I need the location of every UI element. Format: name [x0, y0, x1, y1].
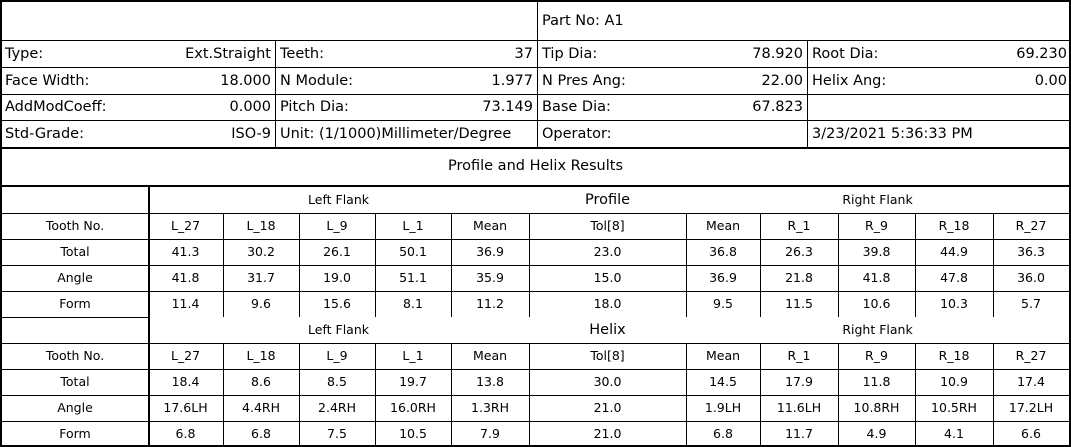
right-flank-label: Right Flank [842, 321, 913, 337]
column-header: Mean [705, 217, 741, 233]
field-label: Pitch Dia: [280, 98, 349, 115]
table-cell: 11.7 [785, 425, 813, 441]
table-cell: 11.5 [785, 295, 813, 311]
table-cell: 13.8 [476, 373, 504, 389]
column-header: Tooth No. [45, 347, 105, 363]
table-cell: 17.6LH [163, 399, 208, 415]
table-row-line [0, 265, 1071, 266]
table-row-line [0, 317, 148, 318]
row-label: Angle [57, 269, 93, 285]
std-grade-label: Std-Grade: [5, 125, 84, 142]
table-cell: 17.9 [785, 373, 813, 389]
field-label: Helix Ang: [812, 72, 887, 89]
table-cell: 10.3 [940, 295, 968, 311]
table-cell: 51.1 [399, 269, 427, 285]
table-row-line [0, 369, 1071, 370]
column-header: Mean [472, 347, 508, 363]
table-cell: 17.2LH [1008, 399, 1054, 415]
table-cell: 36.3 [1017, 243, 1045, 259]
column-header: R_18 [938, 217, 970, 233]
row-label: Total [60, 373, 90, 389]
column-header: L_27 [170, 217, 201, 233]
column-header: R_9 [865, 217, 888, 233]
table-row-line [0, 395, 1071, 396]
right-flank-label: Right Flank [842, 191, 913, 207]
table-cell: 35.9 [476, 269, 504, 285]
header-row-line [0, 94, 1071, 95]
column-header: R_1 [787, 347, 811, 363]
table-cell: 6.8 [175, 425, 196, 441]
field-value: 18.000 [220, 72, 271, 89]
table-cell: 1.3RH [471, 399, 509, 415]
table-cell: 26.3 [785, 243, 813, 259]
column-header: R_9 [865, 347, 888, 363]
table-cell: 9.5 [713, 295, 733, 311]
column-header: Tol[8] [590, 347, 625, 363]
table-row-line [0, 343, 1071, 344]
row-label: Angle [57, 399, 93, 415]
header-row-line [0, 67, 1071, 68]
table-cell: 41.8 [171, 269, 200, 285]
table-cell: 18.0 [593, 295, 622, 311]
column-header: L_18 [246, 347, 276, 363]
table-cell: 8.5 [327, 373, 347, 389]
column-header: R_27 [1015, 217, 1047, 233]
table-cell: 47.8 [940, 269, 968, 285]
table-cell: 10.6 [862, 295, 891, 311]
table-cell: 30.0 [593, 373, 622, 389]
table-cell: 7.9 [480, 425, 500, 441]
table-cell: 26.1 [323, 243, 351, 259]
field-value: 1.977 [491, 72, 533, 89]
table-row-line [0, 239, 1071, 240]
table-cell: 10.9 [940, 373, 968, 389]
table-cell: 10.5 [399, 425, 427, 441]
field-value: 69.230 [1016, 45, 1067, 62]
header-row-line [0, 40, 1071, 41]
table-row-line [0, 213, 1071, 214]
table-cell: 4.1 [944, 425, 964, 441]
table-cell: 41.3 [171, 243, 200, 259]
field-value: Ext.Straight [185, 45, 271, 62]
column-header: L_9 [326, 217, 348, 233]
table-cell: 36.9 [476, 243, 504, 259]
report-datetime: 3/23/2021 5:36:33 PM [812, 125, 973, 142]
field-label: AddModCoeff: [5, 98, 107, 115]
table-cell: 44.9 [940, 243, 968, 259]
header-col-line [275, 40, 276, 147]
section-name: Profile [584, 191, 631, 208]
table-row-line [0, 291, 1071, 292]
table-cell: 7.5 [327, 425, 347, 441]
table-cell: 11.8 [862, 373, 891, 389]
table-row-line [0, 421, 1071, 422]
table-cell: 11.6LH [776, 399, 822, 415]
field-label: Type: [5, 45, 44, 62]
table-cell: 9.6 [251, 295, 271, 311]
table-cell: 6.8 [251, 425, 271, 441]
part-number: Part No: A1 [542, 12, 624, 29]
field-value: 0.000 [229, 98, 271, 115]
table-cell: 21.8 [785, 269, 813, 285]
field-label: Teeth: [280, 45, 324, 62]
field-label: Face Width: [5, 72, 90, 89]
table-cell: 11.2 [476, 295, 504, 311]
row-label: Total [60, 243, 90, 259]
field-value: 37 [514, 45, 533, 62]
table-col-line-major [148, 187, 150, 447]
header-row-line [0, 120, 1071, 121]
table-cell: 15.6 [323, 295, 351, 311]
table-cell: 8.6 [251, 373, 271, 389]
field-value: 0.00 [1034, 72, 1067, 89]
results-title: Profile and Helix Results [447, 157, 624, 174]
field-label: Tip Dia: [542, 45, 598, 62]
field-label: N Module: [280, 72, 354, 89]
table-cell: 14.5 [709, 373, 737, 389]
table-cell: 36.0 [1017, 269, 1045, 285]
table-cell: 23.0 [593, 243, 622, 259]
column-header: Mean [705, 347, 741, 363]
table-cell: 1.9LH [704, 399, 742, 415]
header-col-line [537, 2, 538, 147]
section-name: Helix [589, 321, 626, 338]
table-cell: 18.4 [171, 373, 200, 389]
header-row-line [0, 147, 1071, 149]
left-flank-label: Left Flank [308, 191, 369, 207]
operator-label: Operator: [542, 125, 612, 142]
table-cell: 8.1 [403, 295, 423, 311]
table-cell: 19.0 [323, 269, 351, 285]
table-cell: 5.7 [1021, 295, 1041, 311]
table-cell: 16.0RH [390, 399, 436, 415]
table-cell: 10.5RH [931, 399, 977, 415]
table-cell: 31.7 [247, 269, 275, 285]
column-header: L_1 [402, 217, 424, 233]
results-title-line [0, 185, 1071, 187]
field-value: 22.00 [761, 72, 803, 89]
table-cell: 19.7 [399, 373, 427, 389]
header-col-line [807, 40, 808, 147]
table-cell: 41.8 [862, 269, 891, 285]
table-cell: 30.2 [247, 243, 275, 259]
table-cell: 17.4 [1017, 373, 1045, 389]
row-label: Form [59, 295, 91, 311]
field-value: 78.920 [752, 45, 803, 62]
row-label: Form [59, 425, 91, 441]
table-cell: 4.4RH [242, 399, 280, 415]
column-header: L_9 [326, 347, 348, 363]
table-cell: 21.0 [593, 399, 622, 415]
field-value: 67.823 [752, 98, 803, 115]
column-header: Mean [472, 217, 508, 233]
column-header: Tooth No. [45, 217, 105, 233]
table-cell: 21.0 [593, 425, 622, 441]
table-cell: 36.9 [709, 269, 737, 285]
left-flank-label: Left Flank [308, 321, 369, 337]
column-header: Tol[8] [590, 217, 625, 233]
table-cell: 36.8 [709, 243, 737, 259]
table-cell: 39.8 [862, 243, 891, 259]
std-grade-value: ISO-9 [231, 125, 271, 142]
table-cell: 6.6 [1021, 425, 1041, 441]
field-label: N Pres Ang: [542, 72, 626, 89]
column-header: R_1 [787, 217, 811, 233]
unit-label: Unit: (1/1000)Millimeter/Degree [280, 125, 512, 142]
column-header: R_27 [1015, 347, 1047, 363]
column-header: L_1 [402, 347, 424, 363]
column-header: L_27 [170, 347, 201, 363]
table-cell: 11.4 [171, 295, 200, 311]
table-cell: 50.1 [399, 243, 427, 259]
column-header: R_18 [938, 347, 970, 363]
table-cell: 2.4RH [318, 399, 356, 415]
table-cell: 6.8 [713, 425, 733, 441]
table-cell: 15.0 [593, 269, 622, 285]
field-value: 73.149 [482, 98, 533, 115]
column-header: L_18 [246, 217, 276, 233]
border-top [0, 0, 1071, 2]
field-label: Base Dia: [542, 98, 611, 115]
field-label: Root Dia: [812, 45, 879, 62]
table-cell: 4.9 [866, 425, 887, 441]
table-cell: 10.8RH [853, 399, 900, 415]
